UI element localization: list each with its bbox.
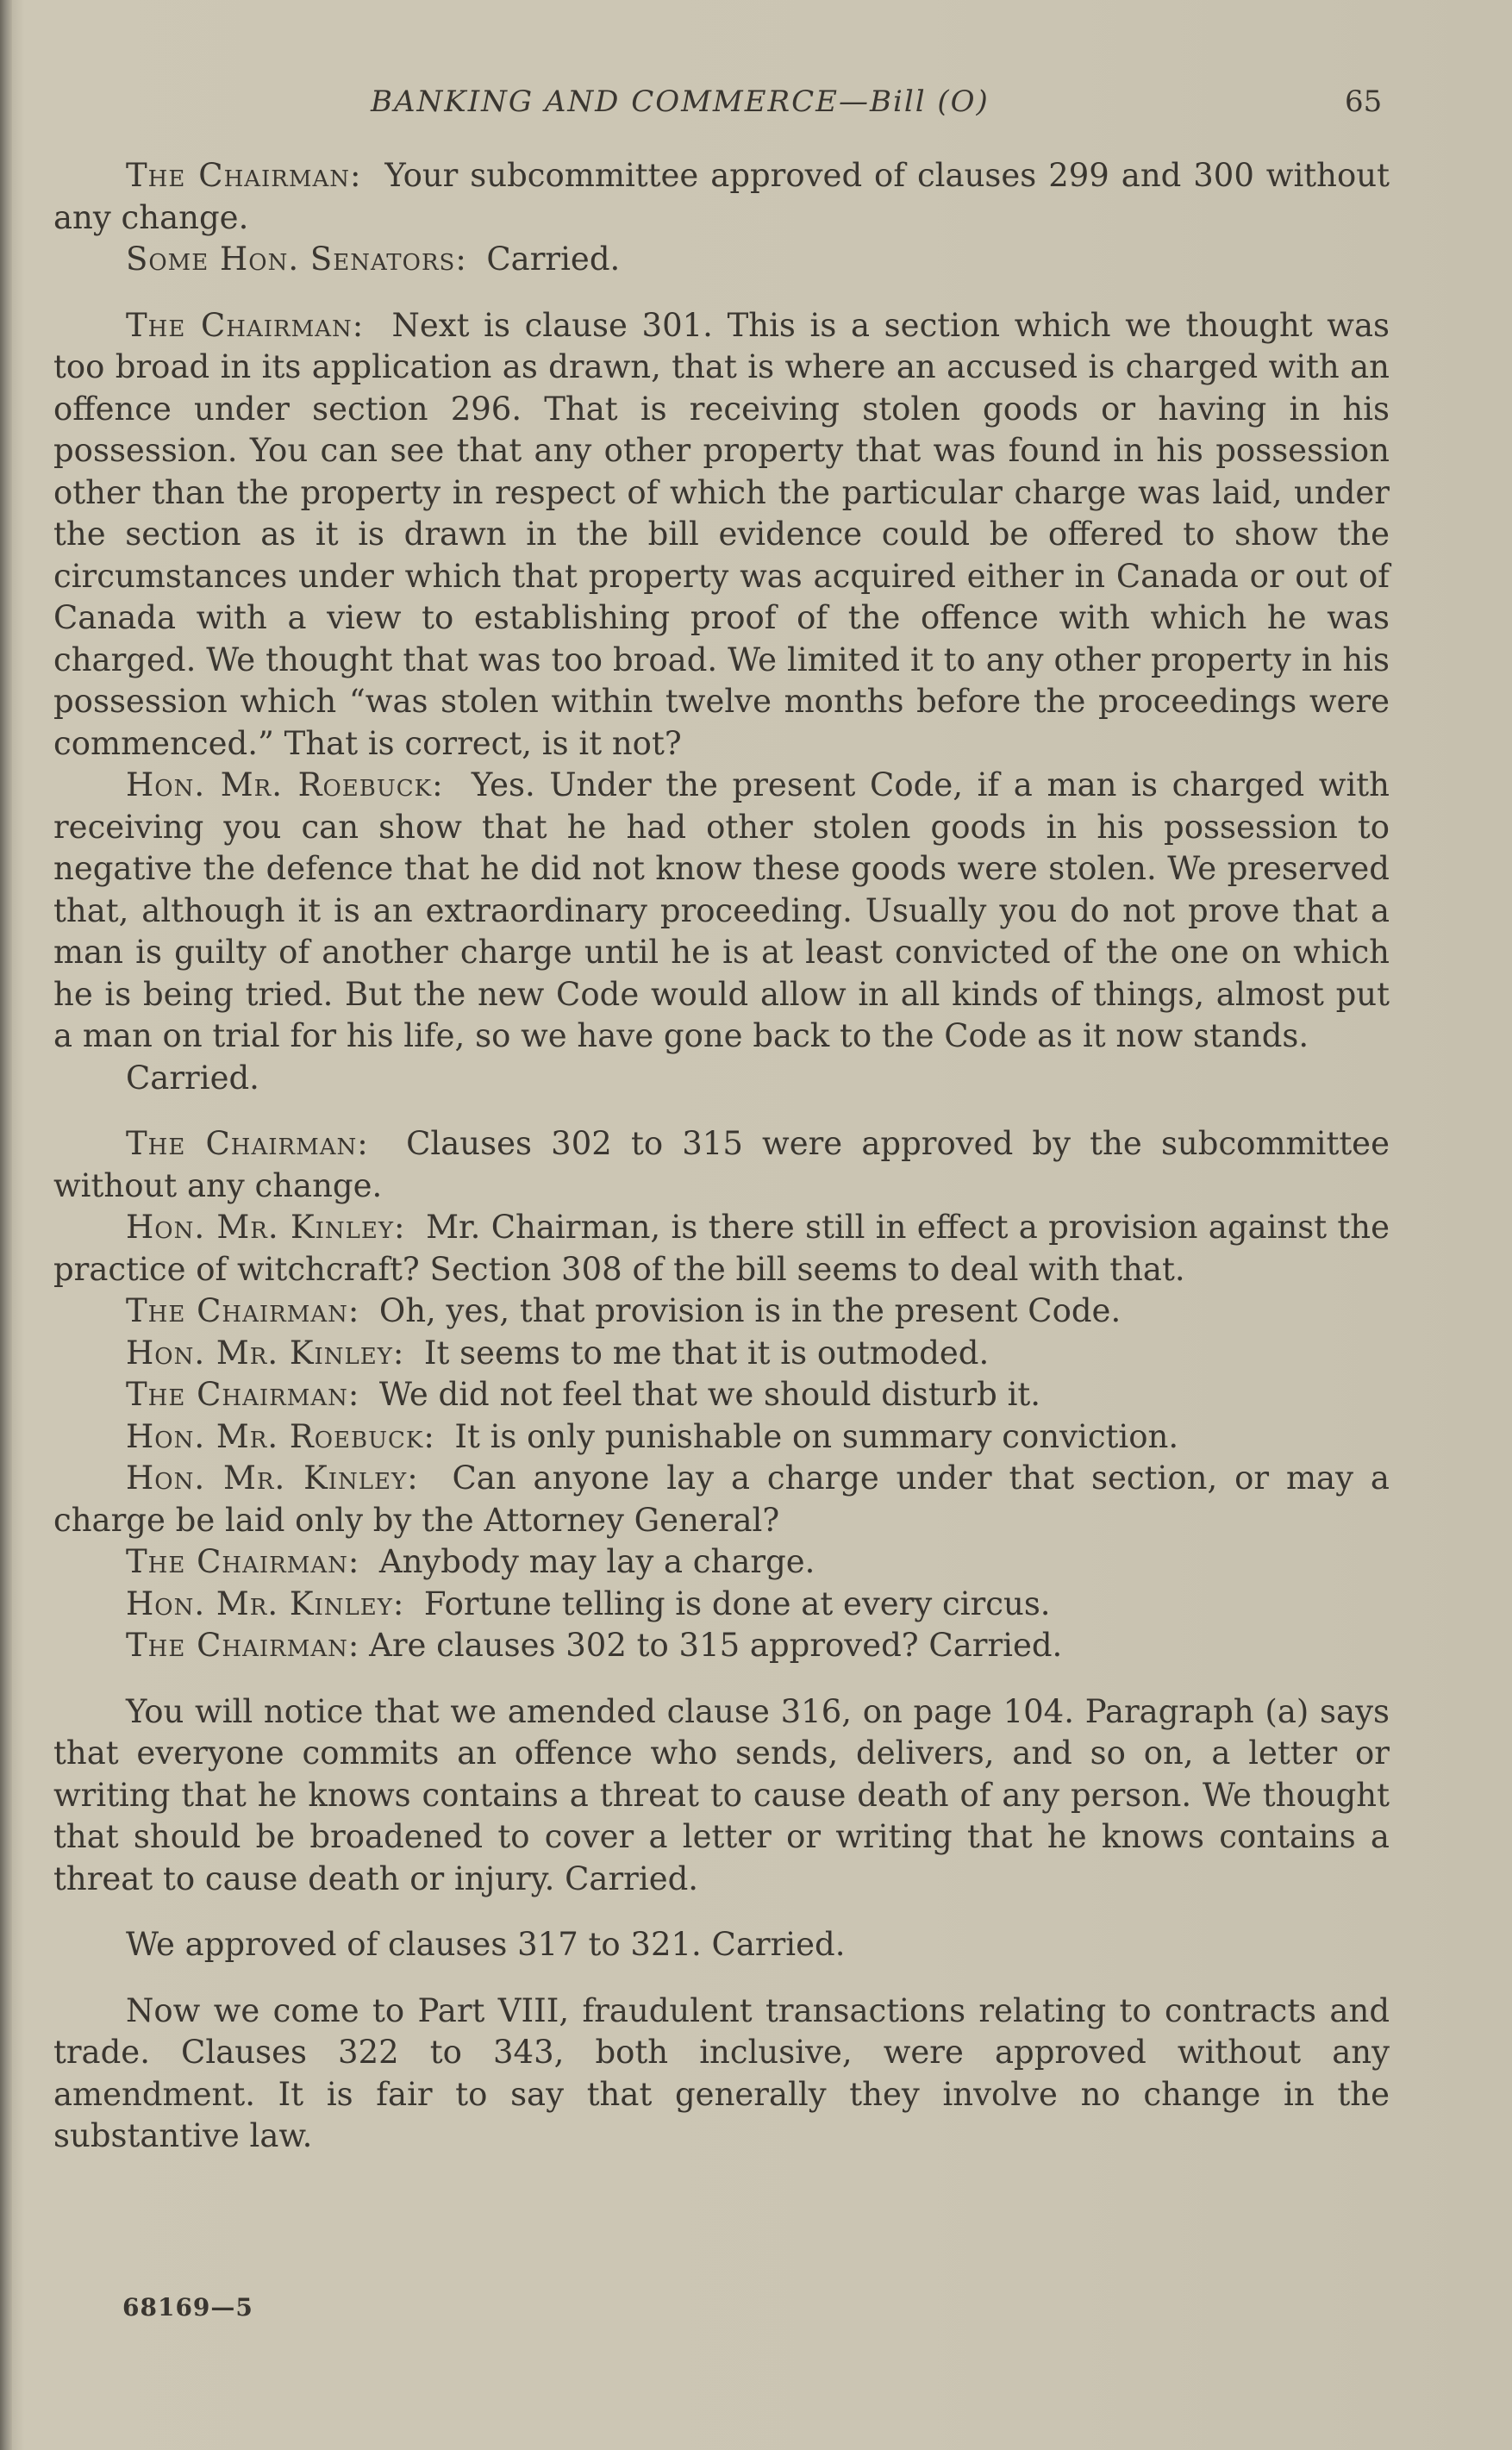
paragraph [53, 1058, 1390, 1100]
paragraph-text: Yes. Under the present Code, if a man is charged with receiving you can show that he had other stolen goods in his possession to negative the defence that he did not know these goods were stolen. We preserved that, although it is an extraordinary proceeding. Usually you do not prove that a man is guilty of another charge until he is at least convicted of the one on which he is being tried. But the new Code would allow in all kinds of things, almost put a man on trial for his life, so we have gone back to the Code as it now stands. [53, 766, 1390, 1054]
speaker: The Chairman [126, 1627, 348, 1664]
paragraph [53, 1991, 1390, 2158]
speaker: The Chairman [126, 1376, 348, 1413]
paragraph-text: Next is clause 301. This is a section which we thought was too broad in its application as drawn, that is where an accused is charged with an offence under section 296. That is receiving stolen goods or having in his possession. You can see that any other property that was found in his possession other than the property in respect of which the particular charge was laid, under the section as it is drawn in the bill evidence could be offered to show the circumstances under which that property was acquired either in Canada or out of Canada with a view to establishing proof of the offence with which he was charged. We thought that was too broad. We limited it to any other property in his possession which “was stolen within twelve months before the proceedings were commenced.” That is correct, is it not? [53, 306, 1390, 762]
print-code: 68169—5 [122, 2293, 253, 2322]
paragraph-text: It is only punishable on summary conviction. [454, 1417, 1179, 1455]
paragraph-text: Oh, yes, that provision is in the present Code. [378, 1292, 1122, 1329]
speaker: Hon. Mr. Kinley [126, 1459, 408, 1497]
paragraph-text: You will notice that we amended clause 316, on page 104. Paragraph (a) says that everyone commits an offence who sends, delivers, and so on, a letter or writing that he knows contains a threat to cause death of any person. We thought that should be broadened to cover a letter or writing that he knows contains a threat to cause death or injury. Carried. [53, 1692, 1390, 1897]
speaker: Hon. Mr. Roebuck [126, 766, 433, 803]
paragraph: Hon. Mr. Kinley: Fortune telling is done at every circus. [126, 1584, 1051, 1622]
paragraph-text: Carried. [486, 241, 621, 278]
paragraph: The Chairman: We did not feel that we should disturb it. [126, 1376, 1041, 1413]
paragraph-text: Clauses 302 to 315 were approved by the subcommittee without any change. [53, 1125, 1390, 1204]
speaker: The Chairman [126, 157, 351, 194]
paragraph: Some Hon. Senators: Carried. [126, 241, 621, 278]
paragraph: The Chairman: Oh, yes, that provision is in the present Code. [126, 1292, 1122, 1329]
paragraph [53, 1924, 1390, 1966]
speaker: Hon. Mr. Kinley [126, 1209, 395, 1246]
paragraph: Hon. Mr. Kinley: Can anyone lay a charge under that section, or may a charge be laid only by the Attorney General? [53, 1459, 1390, 1539]
paragraph-text: We did not feel that we should disturb it. [378, 1376, 1041, 1413]
running-header [0, 84, 1512, 119]
paragraph-text: Your subcommittee approved of clauses 299 and 300 without any change. [53, 157, 1390, 236]
binding-edge [0, 0, 12, 2450]
running-title: BANKING AND COMMERCE—Bill (O) [371, 84, 990, 119]
paragraph [53, 1691, 1390, 1901]
paragraph: Hon. Mr. Kinley: It seems to me that it is outmoded. [126, 1334, 990, 1372]
speaker: Hon. Mr. Roebuck [126, 1417, 424, 1455]
paragraph-text: Mr. Chairman, is there still in effect a provision against the practice of witchcraft? Section 308 of the bill seems to deal with that. [53, 1209, 1390, 1288]
paragraph-text: We approved of clauses 317 to 321. Carried. [126, 1926, 846, 1963]
speaker: Some Hon. Senators [126, 241, 456, 278]
paragraph: The Chairman: Next is clause 301. This is a section which we thought was too broad in its application as drawn, that is where an accused is charged with an offence under section 296. That is receiving stolen goods or having in his possession. You can see that any other property that was found in his possession other than the property in respect of which the particular charge was laid, under the section as it is drawn in the bill evidence could be offered to show the circumstances under which that property was acquired either in Canada or out of Canada with a view to establishing proof of the offence with which he was charged. We thought that was too broad. We limited it to any other property in his possession which “was stolen within twelve months before the proceedings were commenced.” That is correct, is it not? [53, 306, 1390, 762]
paragraph-text: Carried. [126, 1059, 259, 1097]
speaker: Hon. Mr. Kinley [126, 1334, 393, 1372]
paragraph-text: Can anyone lay a charge under that section, or may a charge be laid only by the Attorney General? [53, 1459, 1390, 1539]
paragraph: The Chairman: Your subcommittee approved of clauses 299 and 300 without any change. [53, 157, 1390, 236]
paragraph-text: Now we come to Part VIII, fraudulent transactions relating to contracts and trade. Clauses 322 to 343, both inclusive, were approved without any amendment. It is fair to say that generally they involve no change in the substantive law. [53, 1991, 1390, 2154]
speaker: Hon. Mr. Kinley [126, 1584, 393, 1622]
paragraph: Hon. Mr. Roebuck: Yes. Under the present Code, if a man is charged with receiving you can show that he had other stolen goods in his possession to negative the defence that he did not know these goods were stolen. We preserved that, although it is an extraordinary proceeding. Usually you do not prove that a man is guilty of another charge until he is at least convicted of the one on which he is being tried. But the new Code would allow in all kinds of things, almost put a man on trial for his life, so we have gone back to the Code as it now stands. [53, 766, 1390, 1054]
paragraph: Hon. Mr. Kinley: Mr. Chairman, is there still in effect a provision against the practice of witchcraft? Section 308 of the bill seems to deal with that. [53, 1209, 1390, 1288]
transcript-body [53, 155, 1390, 2158]
paragraph-text: Are clauses 302 to 315 approved? Carried. [369, 1627, 1063, 1664]
speaker: The Chairman [126, 1292, 348, 1329]
speaker: The Chairman [126, 306, 353, 344]
paragraph-text: Anybody may lay a charge. [378, 1543, 815, 1580]
page-number: 65 [1345, 84, 1383, 119]
paragraph: The Chairman: Clauses 302 to 315 were approved by the subcommittee without any change. [53, 1125, 1390, 1204]
paragraph: Hon. Mr. Roebuck: It is only punishable on summary conviction. [126, 1417, 1179, 1455]
speaker: The Chairman [126, 1125, 358, 1162]
paragraph: The Chairman: Are clauses 302 to 315 approved? Carried. [126, 1627, 1063, 1664]
paragraph: The Chairman: Anybody may lay a charge. [126, 1543, 815, 1580]
paragraph-text: It seems to me that it is outmoded. [423, 1334, 990, 1372]
paragraph-text: Fortune telling is done at every circus. [423, 1584, 1051, 1622]
speaker: The Chairman [126, 1543, 348, 1580]
